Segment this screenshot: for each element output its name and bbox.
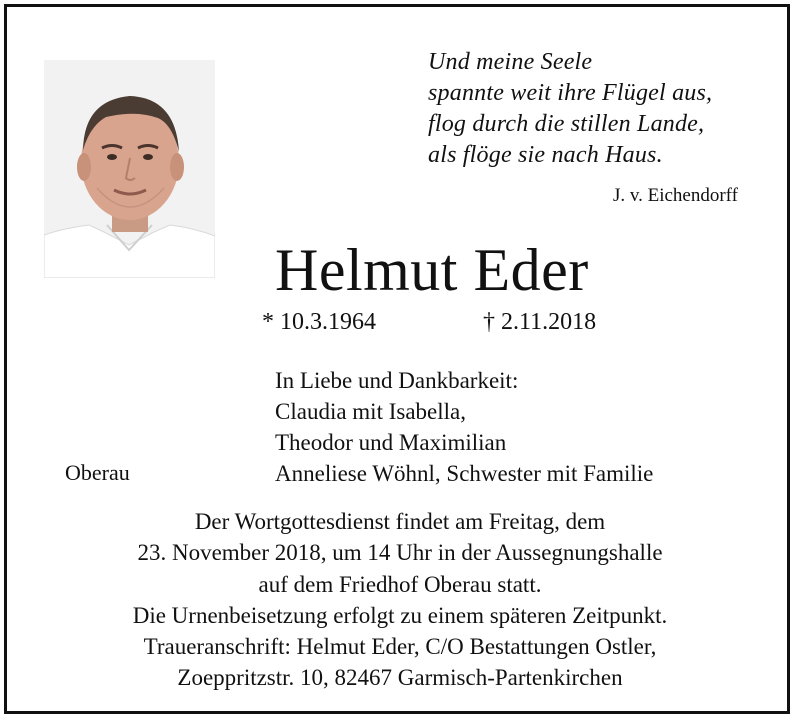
poem-line: spannte weit ihre Flügel aus, bbox=[428, 80, 713, 106]
life-dates bbox=[262, 307, 642, 337]
deceased-name: Helmut Eder bbox=[275, 237, 589, 303]
notice-line: auf dem Friedhof Oberau statt. bbox=[258, 571, 542, 597]
mourners-list bbox=[275, 365, 653, 489]
poem-line: als flöge sie nach Haus. bbox=[428, 142, 663, 168]
notice-line: Der Wortgottesdienst findet am Freitag, dem bbox=[194, 509, 606, 534]
mourner-line: In Liebe und Dankbarkeit: bbox=[275, 368, 519, 393]
mourner-line: Claudia mit Isabella, bbox=[275, 399, 466, 424]
notice-line: Zoeppritzstr. 10, 82467 Garmisch-Partenkirchen bbox=[177, 665, 623, 691]
poem-line: Und meine Seele bbox=[428, 49, 593, 75]
obituary-frame bbox=[4, 4, 790, 714]
mourner-line: Theodor und Maximilian bbox=[275, 430, 507, 455]
service-notice bbox=[7, 506, 793, 694]
portrait-photo bbox=[44, 60, 215, 278]
death-date: † 2.11.2018 bbox=[483, 309, 597, 335]
place-name: Oberau bbox=[65, 460, 130, 485]
portrait-photo-icon bbox=[44, 60, 215, 278]
notice-line: 23. November 2018, um 14 Uhr in der Aussegnungshalle bbox=[137, 540, 663, 566]
birth-date: * 10.3.1964 bbox=[262, 309, 376, 335]
poem-attribution: J. v. Eichendorff bbox=[612, 185, 738, 206]
poem-quote bbox=[428, 47, 768, 171]
mourner-line: Anneliese Wöhnl, Schwester mit Familie bbox=[275, 461, 654, 486]
notice-line: Traueranschrift: Helmut Eder, C/O Bestattungen Ostler, bbox=[143, 634, 657, 660]
poem-line: flog durch die stillen Lande, bbox=[428, 111, 705, 137]
notice-line: Die Urnenbeisetzung erfolgt zu einem späteren Zeitpunkt. bbox=[132, 602, 668, 628]
